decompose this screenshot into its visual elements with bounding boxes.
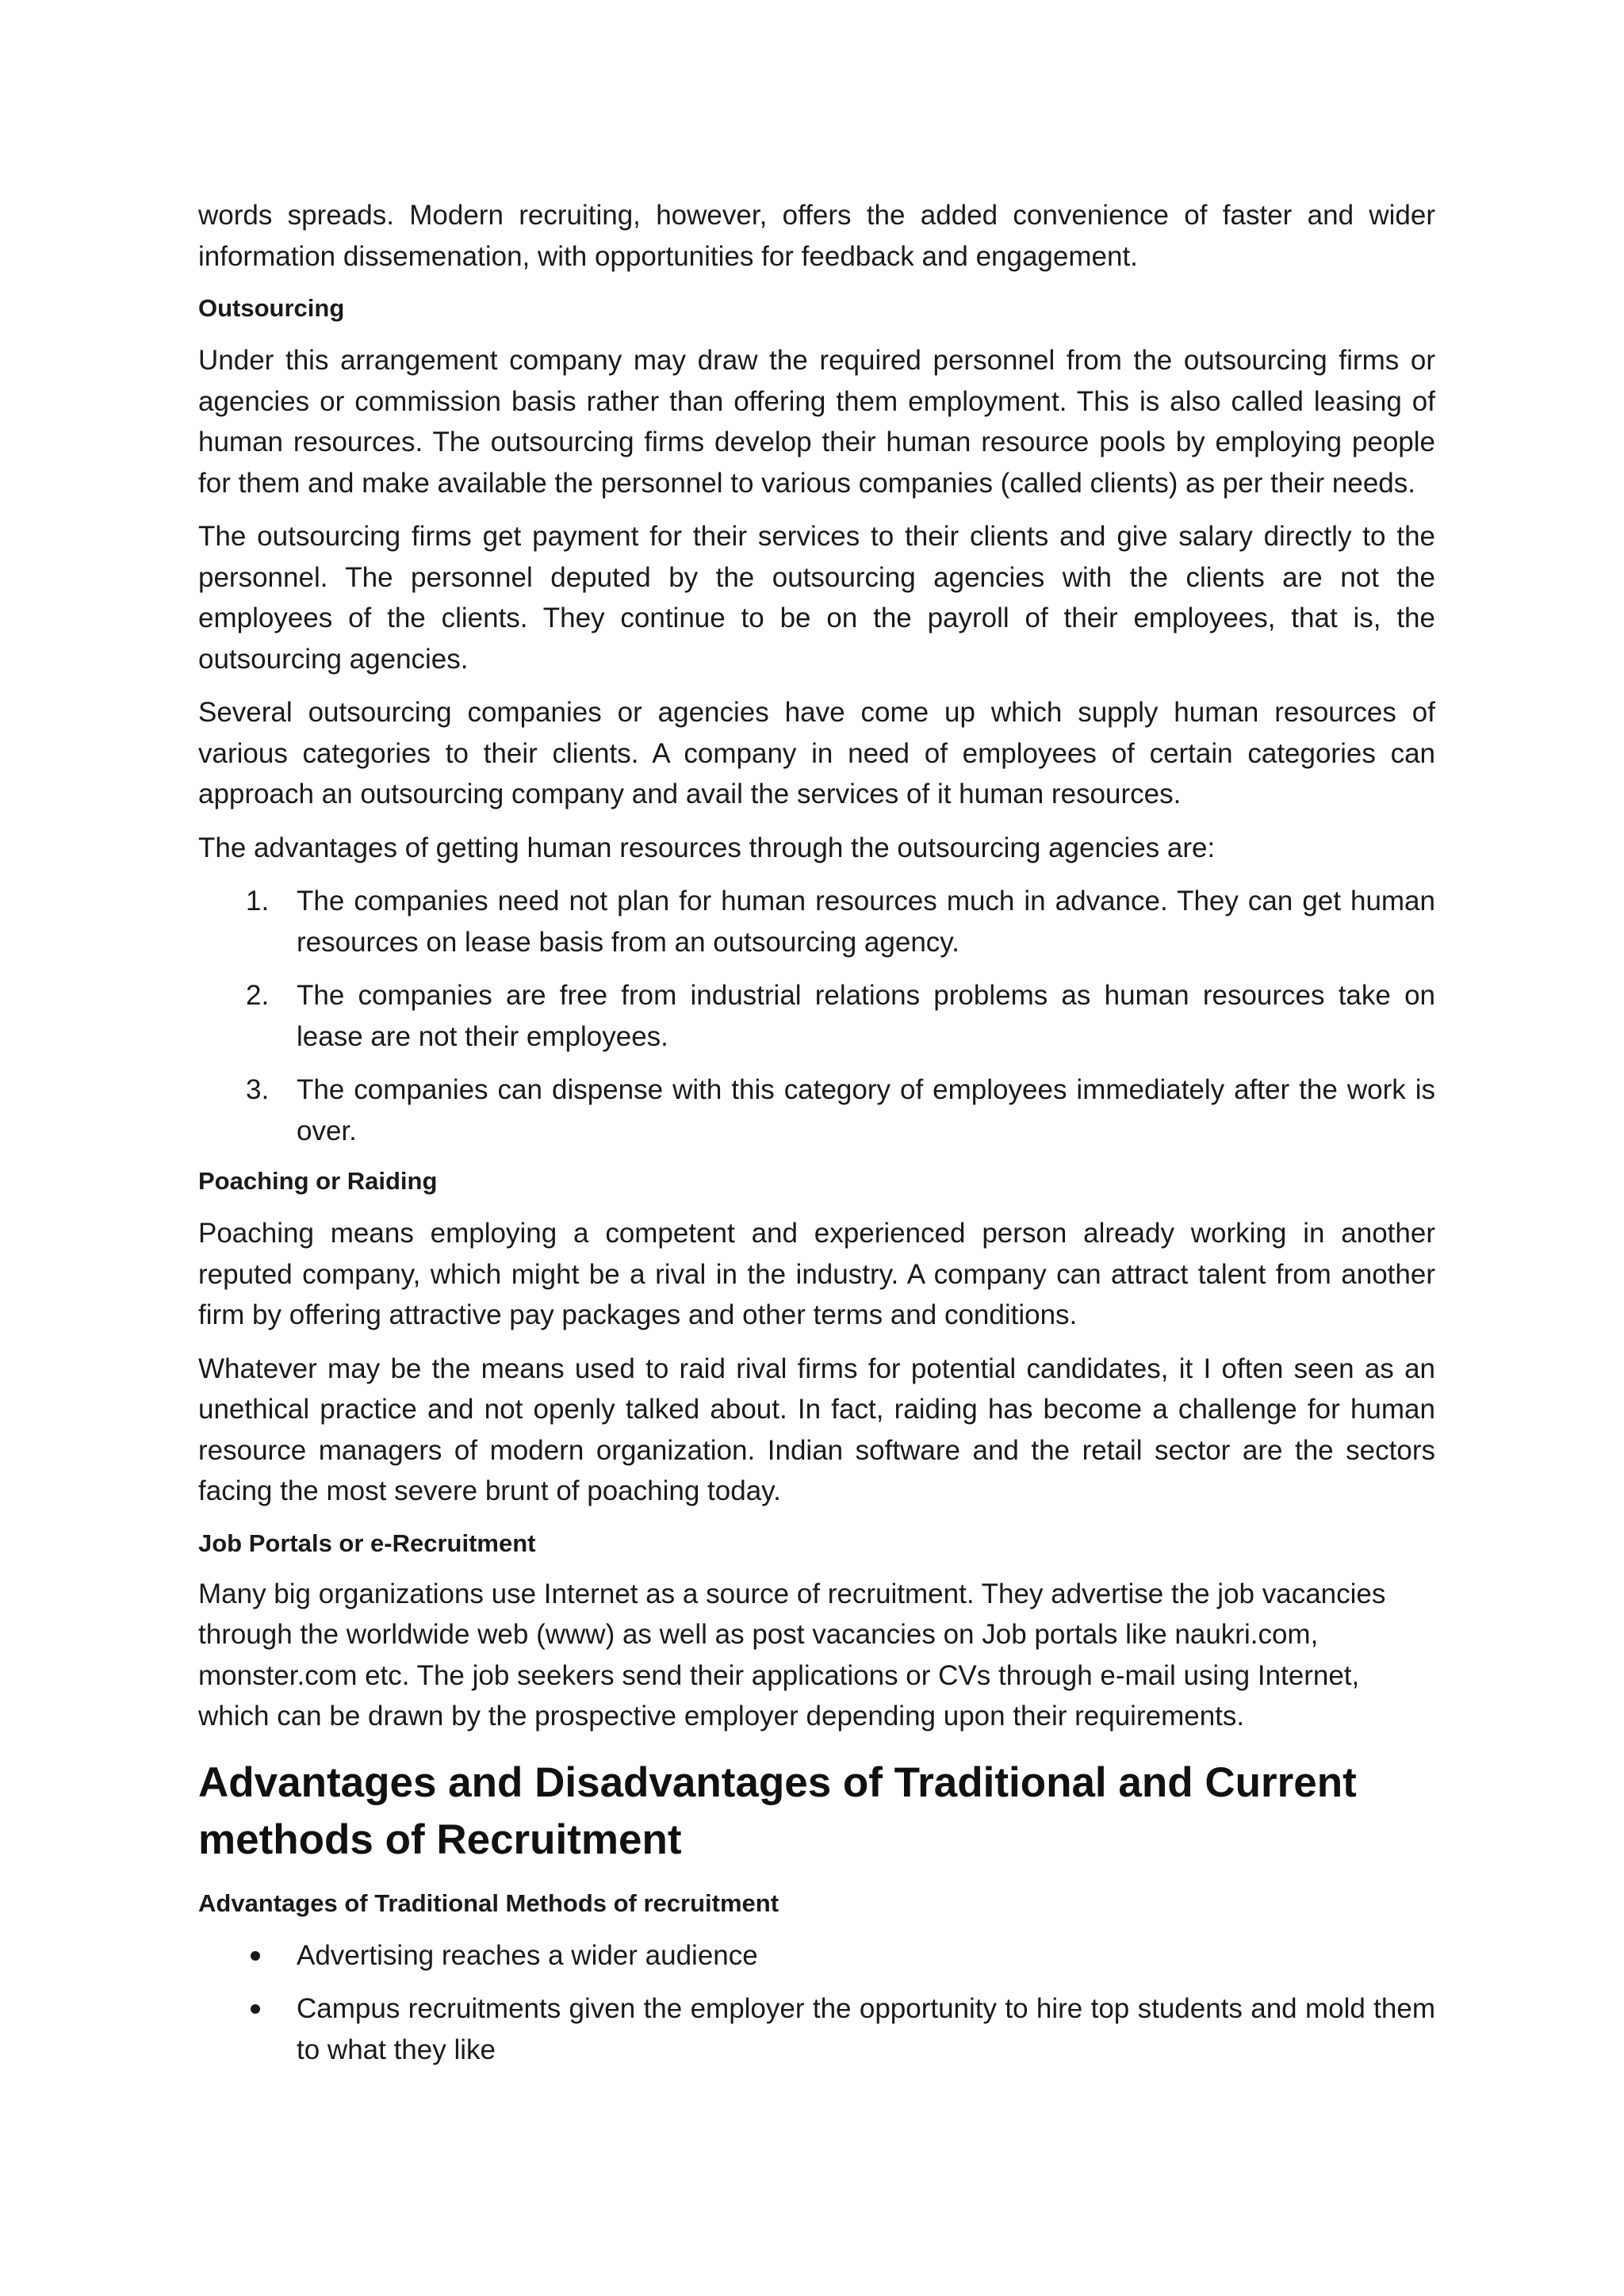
outsourcing-paragraph-3: Several outsourcing companies or agencies have come up which supply human resources of various categories to their clients. A company in need of employees of certain categories can approach an outsourcing company and avail the services of it human resources.: [198, 697, 1435, 809]
advantages-numbered-list: [198, 881, 1435, 1151]
list-item-number: 1.: [246, 886, 270, 916]
intro-paragraph: words spreads. Modern recruiting, however, offers the added convenience of faster and wider information dissemenation, with opportunities for feedback and engagement.: [198, 200, 1435, 272]
list-item-text: The companies need not plan for human resources much in advance. They can get human resources on lease basis from an outsourcing agency.: [297, 886, 1435, 958]
bullet-item: [198, 1988, 1435, 2070]
list-item-number: 3.: [246, 1074, 270, 1105]
document-page: [198, 195, 1435, 2070]
bullet-text: Campus recruitments given the employer the opportunity to hire top students and mold them to what they like: [297, 1993, 1435, 2065]
traditional-advantages-heading: Advantages of Traditional Methods of recruitment: [198, 1888, 779, 1917]
section-title: Advantages and Disadvantages of Traditional and Current methods of Recruitment: [198, 1758, 1357, 1863]
poaching-paragraph-2: Whatever may be the means used to raid rival firms for potential candidates, it I often seen as an unethical practice and not openly talked about. In fact, raiding has become a challenge for human resource managers of modern organization. Indian software and the retail sector are the sectors facing the most severe brunt of poaching today.: [198, 1353, 1435, 1506]
bullet-text: Advertising reaches a wider audience: [297, 1939, 758, 1971]
bullet-item: [198, 1935, 1435, 1976]
list-item: [198, 975, 1435, 1057]
job-portals-heading: Job Portals or e-Recruitment: [198, 1529, 536, 1557]
list-item: [198, 1070, 1435, 1151]
traditional-advantages-list: [198, 1935, 1435, 2071]
poaching-paragraph-1: Poaching means employing a competent and experienced person already working in another reputed company, which might be a rival in the industry. A company can attract talent from another firm by offering attractive pay packages and other terms and conditions.: [198, 1218, 1435, 1330]
bullet-icon: [251, 2004, 260, 2014]
list-item-text: The companies can dispense with this category of employees immediately after the work is over.: [297, 1074, 1435, 1146]
outsourcing-paragraph-2: The outsourcing firms get payment for their services to their clients and give salary directly to the personnel. The personnel deputed by the outsourcing agencies with the clients are not the employees of the clients. They continue to be on the payroll of their employees, that is, the outsourcing agencies.: [198, 521, 1435, 675]
job-portals-paragraph: Many big organizations use Internet as a source of recruitment. They advertise the job vacancies through the worldwide web (www) as well as post vacancies on Job portals like naukri.com, monster.com etc. The job seekers send their applications or CVs through e-mail using Internet, which can be drawn by the prospective employer depending upon their requirements.: [198, 1578, 1386, 1732]
outsourcing-heading: Outsourcing: [198, 294, 345, 322]
list-item-number: 2.: [246, 980, 270, 1011]
list-item: [198, 881, 1435, 962]
list-item-text: The companies are free from industrial relations problems as human resources take on lease are not their employees.: [297, 980, 1435, 1052]
outsourcing-paragraph-4: The advantages of getting human resources through the outsourcing agencies are:: [198, 832, 1216, 863]
outsourcing-paragraph-1: Under this arrangement company may draw the required personnel from the outsourcing firms or agencies or commission basis rather than offering them employment. This is also called leasing of human resources. The outsourcing firms develop their human resource pools by employing people for them and make available the personnel to various companies (called clients) as per their needs.: [198, 345, 1435, 499]
poaching-heading: Poaching or Raiding: [198, 1167, 438, 1195]
bullet-icon: [251, 1951, 260, 1961]
